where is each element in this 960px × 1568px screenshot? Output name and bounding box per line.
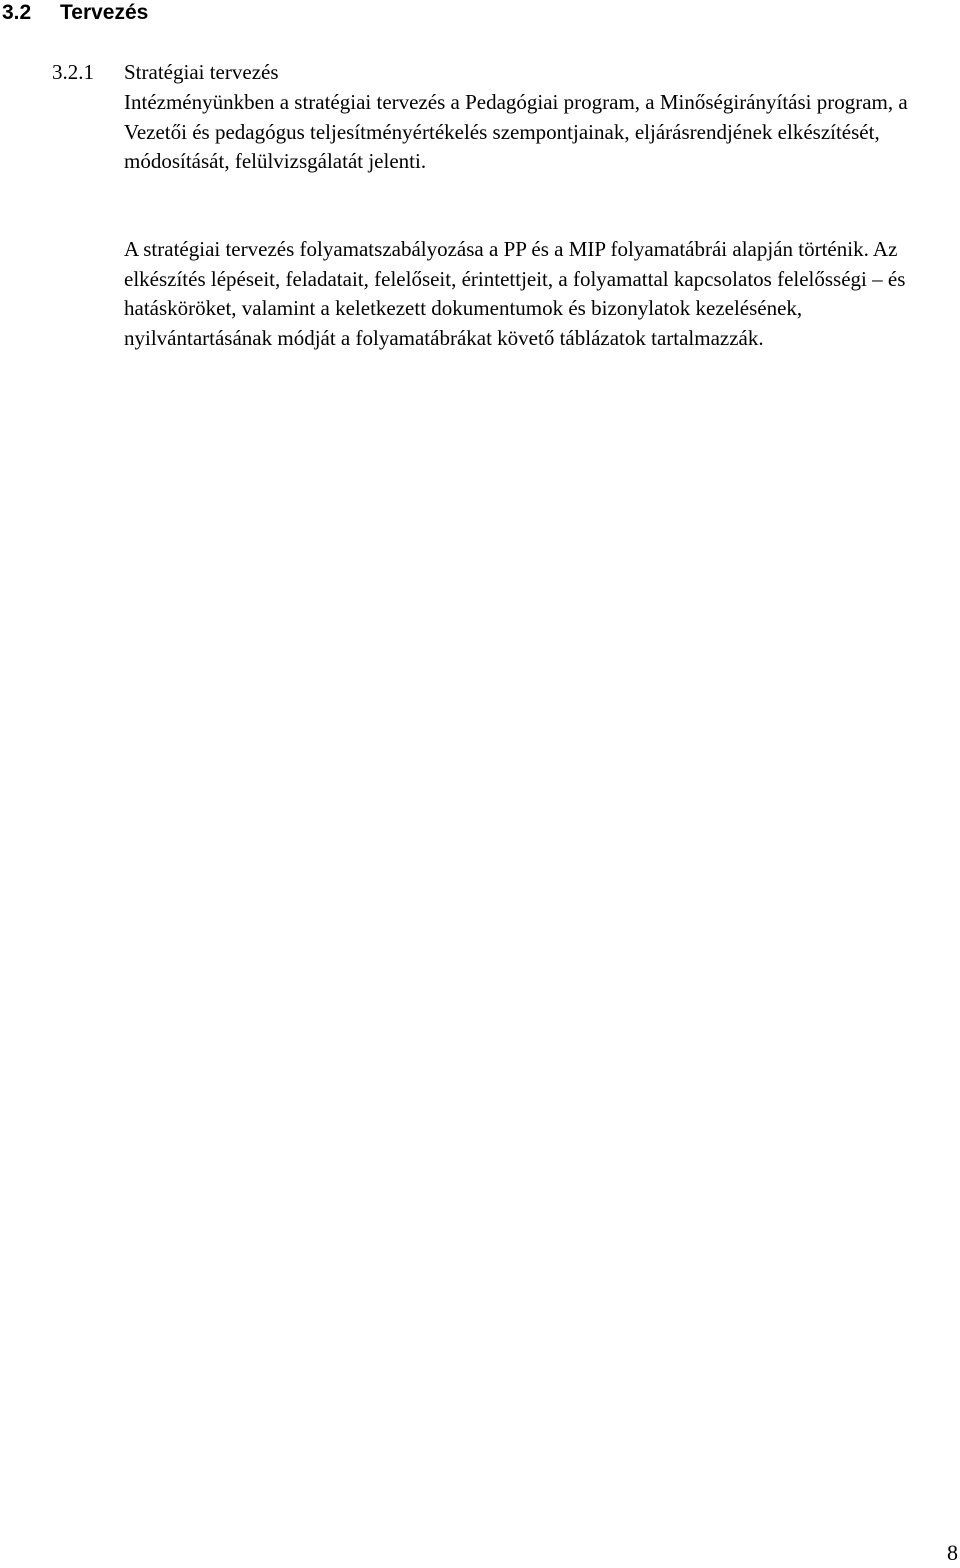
subsection-heading bbox=[52, 58, 279, 87]
subsection-title: Stratégiai tervezés bbox=[124, 60, 279, 84]
paragraph-intro: Intézményünkben a stratégiai tervezés a Pedagógiai program, a Minőségirányítási program, a Vezetői és pedagógus teljesítményértékelés szempontjainak, eljárásrendjének elkészítését, módosítását, felülvizsgálatát jelenti. bbox=[124, 90, 908, 173]
page-number: 8 bbox=[947, 1540, 958, 1565]
paragraph-process: A stratégiai tervezés folyamatszabályozása a PP és a MIP folyamatábrái alapján történik. Az elkészítés lépéseit, feladatait, felelőseit, érintettjeit, a folyamattal kapcsolatos felelősségi – és hatásköröket, valamint a keletkezett dokumentumok és bizonylatok kezelésének, nyilvántartásának módját a folyamatábrákat követő táblázatok tartalmazzák. bbox=[124, 237, 906, 350]
section-title: Tervezés bbox=[60, 1, 149, 24]
section-number: 3.2 bbox=[2, 1, 32, 24]
section-heading bbox=[2, 0, 148, 26]
subsection-number: 3.2.1 bbox=[52, 60, 94, 84]
